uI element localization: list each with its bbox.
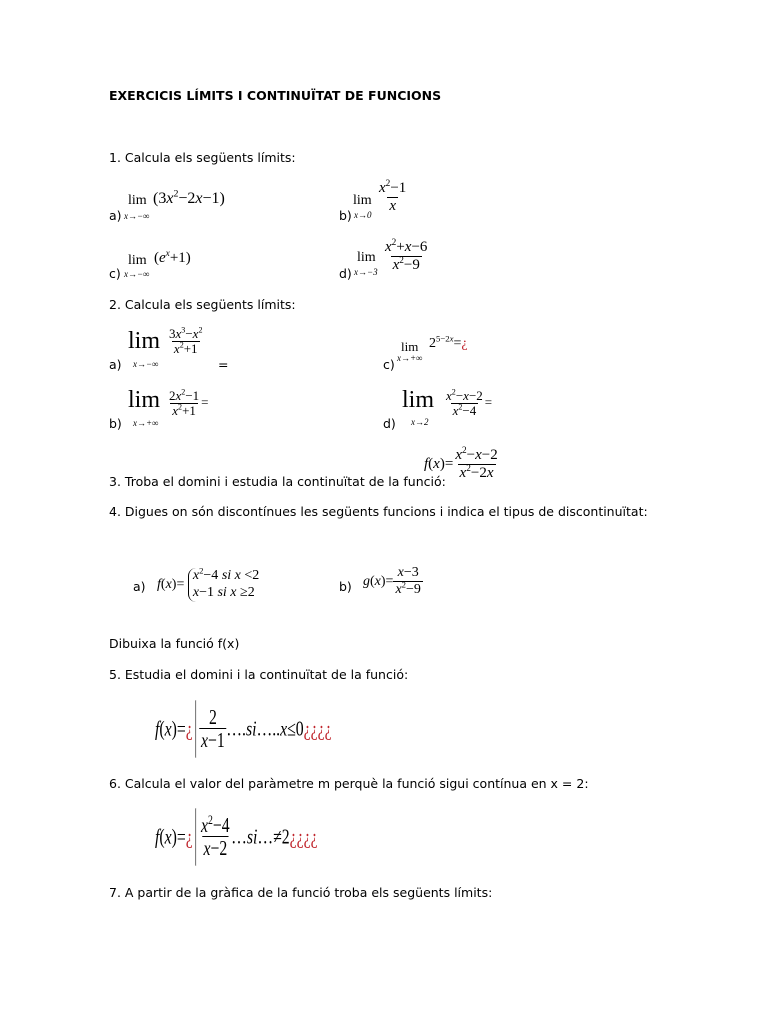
- question-4-heading: 4. Digues on són discontínues les següents funcions i indica el tipus de discontinuïtat:: [109, 504, 648, 519]
- q2b-label: b): [109, 416, 122, 431]
- q2b-fraction: $\frac{2x^2-1}{x^2+1}$ =: [169, 387, 209, 418]
- question-5-heading: 5. Estudia el domini i la continuïtat de la funció:: [109, 667, 409, 682]
- q4b-function: g(x)= $\frac{x-3}{x^2-9}$: [363, 565, 421, 597]
- q2b-lim: lim: [128, 387, 161, 413]
- q1b-sub: x→0: [354, 210, 372, 220]
- q4b-label: b): [339, 579, 352, 594]
- q1a-expression: $(3x^2-2x-1)$: [153, 188, 225, 207]
- q1b-lim: lim: [353, 193, 372, 208]
- question-1-heading: 1. Calcula els següents límits:: [109, 150, 296, 165]
- question-3-heading: 3. Troba el domini i estudia la continuïtat de la funció:: [109, 474, 446, 489]
- q1a-lim: lim: [128, 193, 147, 208]
- q3-function: f(x)= $\frac{x^2-x-2}{x^2-2x}$: [424, 446, 498, 481]
- q2d-fraction: $\frac{x^2-x-2}{x^2-4}$ =: [446, 387, 493, 418]
- q2a-fraction: $\frac{3x^3-x^2}{x^2+1}$: [169, 325, 203, 356]
- q1c-sub: x→−∞: [124, 269, 150, 279]
- q1c-expression: $(e^x+1)$: [154, 249, 191, 266]
- q2c-label: c): [383, 357, 395, 372]
- q2a-sub: x→−∞: [133, 359, 159, 369]
- q1c-label: c): [109, 266, 121, 281]
- question-6-heading: 6. Calcula el valor del paràmetre m perquè la funció sigui contínua en x = 2:: [109, 776, 589, 791]
- q1a-sub: x→−∞: [124, 211, 150, 221]
- q2a-equals: =: [218, 357, 229, 372]
- q1b-fraction: $\frac{x^2-1}{x}$: [379, 179, 407, 214]
- question-7-heading: 7. A partir de la gràfica de la funció troba els següents límits:: [109, 885, 493, 900]
- q2a-label: a): [109, 357, 122, 372]
- q1d-fraction: $\frac{x^2+x-6}{x^2-9}$: [385, 238, 428, 273]
- q2d-label: d): [383, 416, 396, 431]
- q2c-expression: $2^{5-2x}=¿$: [429, 333, 468, 351]
- q1c-lim: lim: [128, 253, 147, 268]
- q2b-sub: x→+∞: [133, 418, 159, 428]
- q1d-sub: x→−3: [354, 267, 378, 277]
- question-2-heading: 2. Calcula els següents límits:: [109, 297, 296, 312]
- q2c-mark: ¿: [461, 336, 468, 351]
- q1a-label: a): [109, 208, 122, 223]
- q6-function: f(x)=¿ $\frac{x^2-4}{x-2}$ …si…≠2¿¿¿¿: [155, 811, 318, 860]
- q1d-lim: lim: [357, 250, 376, 265]
- q4a-label: a): [133, 579, 146, 594]
- q5-function: f(x)=¿ $\frac{2}{x-1}$ ….si…..x≤0¿¿¿¿: [155, 704, 332, 752]
- q2c-lim: lim: [401, 339, 419, 354]
- page-title: EXERCICIS LÍMITS I CONTINUÏTAT DE FUNCIONS: [109, 88, 442, 103]
- q1d-label: d): [339, 266, 352, 281]
- q4-draw-instruction: Dibuixa la funció f(x): [109, 636, 240, 651]
- q2a-lim: lim: [128, 328, 161, 354]
- q4a-function: $f(x)= x^2-4$ si x <2 x−1 si x ≥2: [157, 565, 260, 600]
- q2c-sub: x→+∞: [397, 353, 423, 363]
- q1b-label: b): [339, 208, 352, 223]
- q2d-lim: lim: [402, 387, 435, 413]
- q2d-sub: x→2: [411, 417, 429, 427]
